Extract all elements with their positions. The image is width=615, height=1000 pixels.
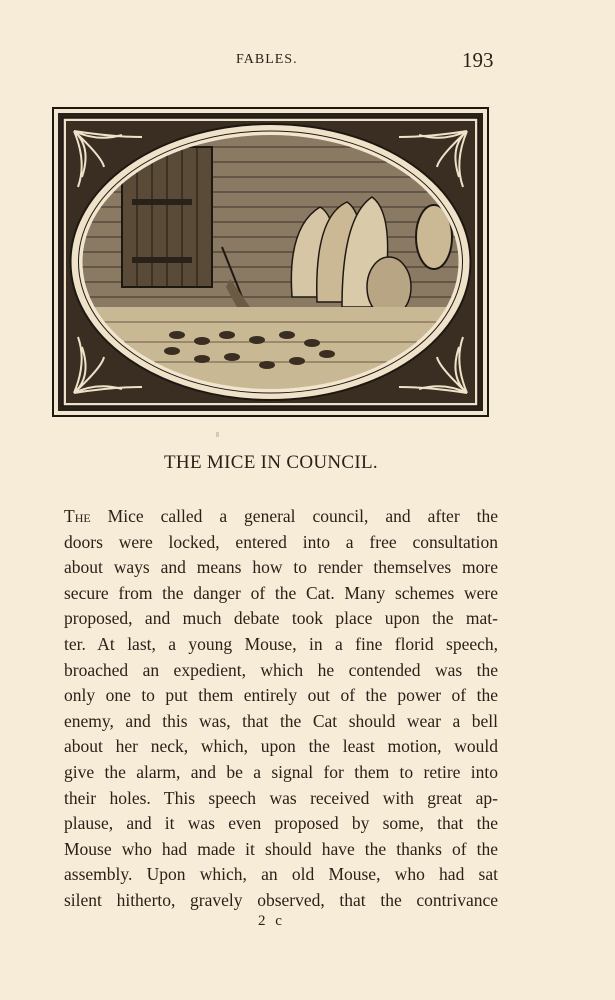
signature-mark: 2 c (258, 913, 285, 929)
body-line (64, 504, 498, 530)
body-line: about ways and means how to render themselves more (64, 557, 498, 578)
body-line-text: Mice called a general council, and after the (90, 506, 498, 526)
body-line: plause, and it was even proposed by some, that the (64, 813, 498, 834)
body-line: doors were locked, entered into a free consultation (64, 531, 498, 552)
fable-body (64, 504, 498, 914)
body-line: give the alarm, and be a signal for them to retire into (64, 761, 498, 782)
running-title: FABLES. (236, 52, 298, 67)
body-line: their holes. This speech was received with great ap- (64, 787, 498, 808)
body-line: proposed, and much debate took place upon the mat- (64, 608, 498, 629)
woodcut-illustration (52, 107, 489, 417)
body-line: silent hitherto, gravely observed, that the contrivance (64, 889, 498, 910)
running-head (0, 48, 615, 72)
body-line: assembly. Upon which, an old Mouse, who had sat (64, 864, 498, 885)
body-line: ter. At last, a young Mouse, in a fine florid speech, (64, 633, 498, 654)
body-line: Mouse who had made it should have the thanks of the (64, 838, 498, 859)
body-line: secure from the danger of the Cat. Many schemes were (64, 582, 498, 603)
body-line: broached an expedient, which he contended was the (64, 659, 498, 680)
page-number: 193 (462, 48, 494, 72)
printers-mark (216, 432, 219, 437)
woodcut-mice-in-cellar-icon (52, 107, 489, 417)
drop-word: The (64, 506, 91, 526)
fable-title: THE MICE IN COUNCIL. (164, 452, 378, 473)
body-line: about her neck, which, upon the least motion, would (64, 736, 498, 757)
body-line: enemy, and this was, that the Cat should wear a bell (64, 710, 498, 731)
body-line: only one to put them entirely out of the power of the (64, 685, 498, 706)
